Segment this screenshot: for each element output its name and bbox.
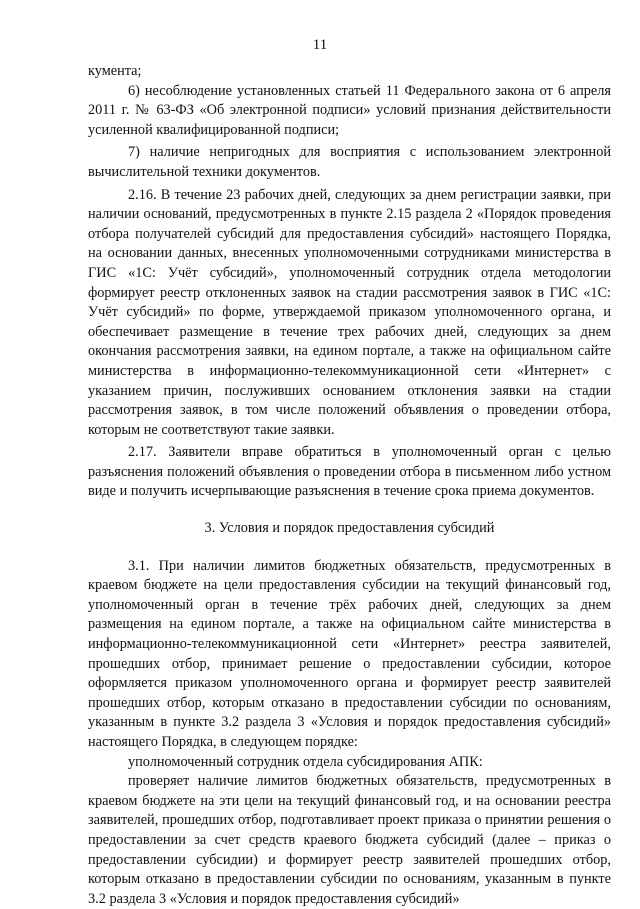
paragraph-item-6: 6) несоблюдение установленных статьей 11 Федерального закона от 6 апреля 2011 г. № 63-ФЗ «Об электронной подписи» условий признания действительности усиленной квалифицированной подписи;: [88, 82, 611, 138]
paragraph-continuation: кумента;: [88, 63, 142, 79]
paragraph-3-1: 3.1. При наличии лимитов бюджетных обязательств, предусмотренных в краевом бюджете на цели предоставления субсидии на текущий финансовый год, уполномоченный орган в течение трёх рабочих дней, следующих за днем размещения на едином портале, а также на официальном сайте министерства в информационно-телекоммуникационной сети «Интернет» реестра заявителей, прошедших отбор, принимает решение о предоставлении субсидии, которое оформляется приказом уполномоченного органа и формирует реестр заявителей прошедших отбор, которым отказано в предоставлении субсидии по основаниям, указанным в пункте 3.2 раздела 3 «Условия и порядок предоставления субсидий» настоящего Порядка, в следующем порядке:: [88, 557, 611, 750]
section-3-title: 3. Условия и порядок предоставления субсидий: [204, 520, 495, 537]
paragraph-2-17: 2.17. Заявители вправе обратиться в уполномоченный орган с целью разъяснения положений объявления о проведении отбора в письменном либо устном виде и получить исчерпывающие разъяснения в течение срока приема документов.: [88, 444, 611, 500]
paragraph-apk-officer: уполномоченный сотрудник отдела субсидирования АПК:: [128, 753, 483, 770]
paragraph-item-7: 7) наличие непригодных для восприятия с использованием электронной вычислительной техники документов.: [88, 144, 611, 180]
paragraph-2-16: 2.16. В течение 23 рабочих дней, следующих за днем регистрации заявки, при наличии оснований, предусмотренных в пункте 2.15 раздела 2 «Порядок проведения отбора получателей субсидий для предоставления субсидий» настоящего Порядка, на основании данных, внесенных уполномоченными сотрудниками министерства в ГИС «1С: Учёт субсидий», уполномоченный сотрудник отдела методологии формирует реестр отклоненных заявок на стадии рассмотрения заявок в ГИС «1С: Учёт субсидий» по форме, утверждаемой приказом уполномоченного органа, и обеспечивает размещение в течение трех рабочих дней, следующих за днем окончания рассмотрения заявки, на едином портале, а также на официальном сайте министерства в информационно-телекоммуникационной сети «Интернет» с указанием причин, послуживших основанием отклонения заявки на стадии рассмотрения заявок, в том числе положений объявления о проведении отбора, которым не соответствуют такие заявки.: [88, 186, 611, 438]
document-body: [88, 62, 611, 909]
page-number: 11: [312, 37, 328, 53]
paragraph-checks-limits: проверяет наличие лимитов бюджетных обязательств, предусмотренных в краевом бюджете на эти цели на текущий финансовый год, и на основании реестра заявителей, прошедших отбор, подготавливает проект приказа о принятии решения о предоставлении за счет средств краевого бюджета субсидий (далее – приказ о предоставлении субсидии) и формирует реестр заявителей прошедших отбор, которым отказано в предоставлении субсидии по основаниям, указанным в пункте 3.2 раздела 3 «Условия и порядок предоставления субсидий»: [88, 773, 611, 907]
